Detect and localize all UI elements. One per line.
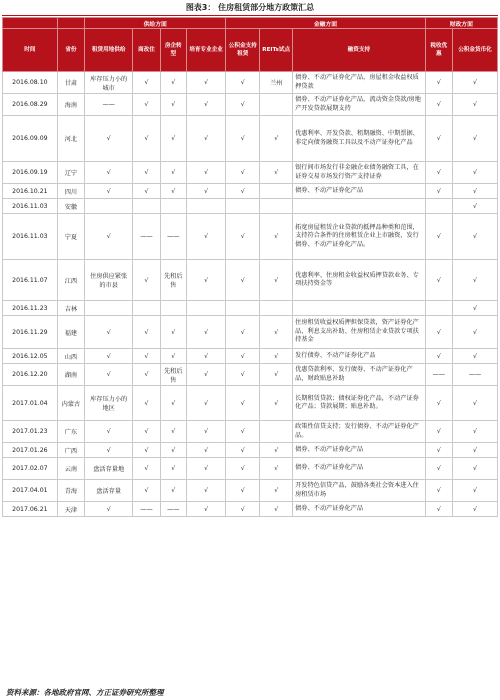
reits-cell: 兰州 xyxy=(260,72,293,94)
table-row xyxy=(3,260,498,301)
financing-cell: 拓宽房屋租赁企业贷款的抵押品种类和范围，支持符合条件的住房租赁企业上市融资，发行债券、不动产证券化产品。 xyxy=(293,214,426,260)
financing-cell xyxy=(293,199,426,214)
transform-cell: √ xyxy=(160,94,186,116)
commercial-cell: √ xyxy=(133,349,160,364)
financing-cell: 优惠利率、开发贷款、租期融资、中期票据、非定向债务融资工具以及不动产证券化产品 xyxy=(293,116,426,162)
table-row xyxy=(3,214,498,260)
column-header-housing-fund: 公积金支持租赁 xyxy=(226,29,260,72)
table-row xyxy=(3,316,498,349)
financing-cell: 长期租赁贷款；债权证券化产品，不动产证券化产品；贷款展期；贴息补助。 xyxy=(293,386,426,421)
land-supply-cell: 盘活存量地 xyxy=(85,458,133,480)
financing-cell: 发行债券、不动产证券化产品 xyxy=(293,349,426,364)
commercial-cell: √ xyxy=(133,94,160,116)
land-supply-cell: √ xyxy=(85,184,133,199)
monetize-cell: √ xyxy=(452,349,497,364)
financing-cell: 债券、不动产证券化产品，房屋租金收益权质押贷款 xyxy=(293,72,426,94)
reits-cell: √ xyxy=(260,316,293,349)
monetize-cell: √ xyxy=(452,72,497,94)
fund-cell: √ xyxy=(226,443,260,458)
tax-cell: √ xyxy=(425,260,452,301)
tax-cell: √ xyxy=(425,443,452,458)
tax-cell xyxy=(425,199,452,214)
land-supply-cell: 盘活存量 xyxy=(85,480,133,502)
monetize-cell: √ xyxy=(452,162,497,184)
reits-cell: √ xyxy=(260,162,293,184)
tax-cell: √ xyxy=(425,349,452,364)
table-row xyxy=(3,72,498,94)
monetize-cell: √ xyxy=(452,386,497,421)
province-cell: 湖南 xyxy=(57,364,84,386)
table-row xyxy=(3,184,498,199)
column-header-cultivate-enterprise: 培育专业企业 xyxy=(186,29,225,72)
tax-cell: √ xyxy=(425,214,452,260)
commercial-cell: √ xyxy=(133,421,160,443)
fund-cell: √ xyxy=(226,116,260,162)
commercial-cell: √ xyxy=(133,316,160,349)
tax-cell: √ xyxy=(425,421,452,443)
transform-cell: √ xyxy=(160,72,186,94)
table-row xyxy=(3,162,498,184)
table-row xyxy=(3,480,498,502)
financing-cell: 住房租赁收益权质押担保贷款，资产证券化产品，利息支出补助、住房租赁企业贷款专项扶持基金 xyxy=(293,316,426,349)
fund-cell: √ xyxy=(226,214,260,260)
column-header-tax: 税收优惠 xyxy=(425,29,452,72)
date-cell: 2016.09.19 xyxy=(3,162,58,184)
table-row xyxy=(3,386,498,421)
fund-cell: √ xyxy=(226,421,260,443)
policy-table xyxy=(2,17,498,517)
fund-cell: √ xyxy=(226,316,260,349)
province-cell: 内蒙古 xyxy=(57,386,84,421)
fund-cell: √ xyxy=(226,162,260,184)
cultivate-cell: √ xyxy=(186,116,225,162)
tax-cell: √ xyxy=(425,94,452,116)
province-cell: 天津 xyxy=(57,502,84,517)
cultivate-cell: √ xyxy=(186,443,225,458)
land-supply-cell: √ xyxy=(85,502,133,517)
table-row xyxy=(3,199,498,214)
cultivate-cell: √ xyxy=(186,502,225,517)
date-cell: 2016.11.23 xyxy=(3,301,58,316)
monetize-cell: √ xyxy=(452,116,497,162)
table-row xyxy=(3,116,498,162)
monetize-cell: √ xyxy=(452,458,497,480)
fund-cell: √ xyxy=(226,502,260,517)
date-cell: 2017.01.26 xyxy=(3,443,58,458)
cultivate-cell: √ xyxy=(186,316,225,349)
date-cell: 2016.12.05 xyxy=(3,349,58,364)
transform-cell: —— xyxy=(160,502,186,517)
cultivate-cell xyxy=(186,199,225,214)
reits-cell: √ xyxy=(260,260,293,301)
province-cell: 江西 xyxy=(57,260,84,301)
financing-cell: 银行间市场发行非金融企业债务融资工具，在证券交易市场发行资产支持证券 xyxy=(293,162,426,184)
financing-cell: 债券、不动产证券化产品 xyxy=(293,458,426,480)
column-header-reits: REITs试点 xyxy=(260,29,293,72)
province-cell: 广西 xyxy=(57,443,84,458)
monetize-cell: √ xyxy=(452,260,497,301)
land-supply-cell: √ xyxy=(85,162,133,184)
cultivate-cell: √ xyxy=(186,458,225,480)
column-header-row xyxy=(3,29,498,72)
group-header-row xyxy=(3,18,498,29)
province-cell: 福建 xyxy=(57,316,84,349)
land-supply-cell: —— xyxy=(85,94,133,116)
tax-cell: √ xyxy=(425,480,452,502)
transform-cell: —— xyxy=(160,214,186,260)
land-supply-cell: √ xyxy=(85,116,133,162)
monetize-cell: √ xyxy=(452,316,497,349)
province-cell: 青海 xyxy=(57,480,84,502)
financing-cell: 政策性信贷支持；发行债券、不动产证券化产品。 xyxy=(293,421,426,443)
province-cell: 甘肃 xyxy=(57,72,84,94)
date-cell: 2017.06.21 xyxy=(3,502,58,517)
monetize-cell: √ xyxy=(452,421,497,443)
date-cell: 2016.08.10 xyxy=(3,72,58,94)
monetize-cell: √ xyxy=(452,94,497,116)
cultivate-cell: √ xyxy=(186,421,225,443)
commercial-cell: √ xyxy=(133,260,160,301)
transform-cell: √ xyxy=(160,184,186,199)
transform-cell: √ xyxy=(160,116,186,162)
province-cell: 四川 xyxy=(57,184,84,199)
table-row xyxy=(3,421,498,443)
date-cell: 2017.04.01 xyxy=(3,480,58,502)
commercial-cell: √ xyxy=(133,116,160,162)
cultivate-cell xyxy=(186,301,225,316)
reits-cell xyxy=(260,301,293,316)
fund-cell xyxy=(226,301,260,316)
fund-cell: √ xyxy=(226,94,260,116)
reits-cell: √ xyxy=(260,386,293,421)
group-header-supply: 供给方面 xyxy=(85,18,226,29)
land-supply-cell: 住房供应紧张的市县 xyxy=(85,260,133,301)
fund-cell: √ xyxy=(226,458,260,480)
date-cell: 2016.08.29 xyxy=(3,94,58,116)
monetize-cell: —— xyxy=(452,364,497,386)
transform-cell xyxy=(160,199,186,214)
land-supply-cell: √ xyxy=(85,214,133,260)
date-cell: 2016.12.20 xyxy=(3,364,58,386)
fund-cell: √ xyxy=(226,349,260,364)
reits-cell: √ xyxy=(260,458,293,480)
tax-cell: √ xyxy=(425,458,452,480)
financing-cell: 债券、不动产证券化产品，流动资金贷款/房地产开发贷款展期支持 xyxy=(293,94,426,116)
province-cell: 宁夏 xyxy=(57,214,84,260)
commercial-cell: √ xyxy=(133,364,160,386)
column-header-fund-monetize: 公积金货币化 xyxy=(452,29,497,72)
fund-cell: √ xyxy=(226,386,260,421)
transform-cell: √ xyxy=(160,443,186,458)
cultivate-cell: √ xyxy=(186,184,225,199)
date-cell: 2016.11.03 xyxy=(3,199,58,214)
transform-cell: √ xyxy=(160,349,186,364)
monetize-cell: √ xyxy=(452,301,497,316)
land-supply-cell xyxy=(85,301,133,316)
cultivate-cell: √ xyxy=(186,94,225,116)
commercial-cell: √ xyxy=(133,72,160,94)
group-header-blank xyxy=(3,18,58,29)
column-header-land-supply: 租赁用地供给 xyxy=(85,29,133,72)
date-cell: 2016.10.21 xyxy=(3,184,58,199)
land-supply-cell: 库存压力小的城市 xyxy=(85,72,133,94)
land-supply-cell: √ xyxy=(85,316,133,349)
land-supply-cell: √ xyxy=(85,349,133,364)
fund-cell: √ xyxy=(226,72,260,94)
date-cell: 2017.01.04 xyxy=(3,386,58,421)
transform-cell: 先租后售 xyxy=(160,260,186,301)
monetize-cell: √ xyxy=(452,502,497,517)
reits-cell: √ xyxy=(260,502,293,517)
commercial-cell: √ xyxy=(133,386,160,421)
tax-cell: √ xyxy=(425,502,452,517)
reits-cell xyxy=(260,199,293,214)
land-supply-cell: √ xyxy=(85,443,133,458)
commercial-cell: √ xyxy=(133,458,160,480)
column-header-date: 时间 xyxy=(3,29,58,72)
financing-cell: 优惠利率、住房租金收益权质押贷款业务、专项扶持资金等 xyxy=(293,260,426,301)
province-cell: 河北 xyxy=(57,116,84,162)
commercial-cell xyxy=(133,301,160,316)
monetize-cell: √ xyxy=(452,480,497,502)
table-row xyxy=(3,443,498,458)
cultivate-cell: √ xyxy=(186,480,225,502)
monetize-cell: √ xyxy=(452,443,497,458)
province-cell: 辽宁 xyxy=(57,162,84,184)
financing-cell: 债券、不动产证券化产品 xyxy=(293,184,426,199)
cultivate-cell: √ xyxy=(186,72,225,94)
cultivate-cell: √ xyxy=(186,260,225,301)
commercial-cell: √ xyxy=(133,184,160,199)
table-row xyxy=(3,349,498,364)
column-header-commercial-to-residential: 商改住 xyxy=(133,29,160,72)
land-supply-cell: √ xyxy=(85,421,133,443)
tax-cell: —— xyxy=(425,364,452,386)
land-supply-cell xyxy=(85,199,133,214)
fund-cell: √ xyxy=(226,364,260,386)
transform-cell: √ xyxy=(160,162,186,184)
tax-cell: √ xyxy=(425,72,452,94)
financing-cell: 开发特色信贷产品，鼓励各类社会资本进入住房租赁市场 xyxy=(293,480,426,502)
fund-cell: √ xyxy=(226,260,260,301)
fund-cell: √ xyxy=(226,184,260,199)
group-header-fiscal: 财政方面 xyxy=(425,18,497,29)
province-cell: 广东 xyxy=(57,421,84,443)
date-cell: 2016.11.07 xyxy=(3,260,58,301)
transform-cell xyxy=(160,301,186,316)
monetize-cell: √ xyxy=(452,184,497,199)
commercial-cell: √ xyxy=(133,162,160,184)
tax-cell: √ xyxy=(425,184,452,199)
table-body xyxy=(3,72,498,517)
financing-cell: 优惠贷款利率、发行债券、不动产证券化产品，财政贴息补助 xyxy=(293,364,426,386)
table-row xyxy=(3,364,498,386)
cultivate-cell: √ xyxy=(186,386,225,421)
table-row xyxy=(3,458,498,480)
fund-cell: √ xyxy=(226,480,260,502)
reits-cell: √ xyxy=(260,349,293,364)
transform-cell: √ xyxy=(160,458,186,480)
province-cell: 海南 xyxy=(57,94,84,116)
table-row xyxy=(3,94,498,116)
reits-cell: √ xyxy=(260,443,293,458)
reits-cell: √ xyxy=(260,364,293,386)
reits-cell xyxy=(260,421,293,443)
date-cell: 2016.09.09 xyxy=(3,116,58,162)
date-cell: 2016.11.29 xyxy=(3,316,58,349)
column-header-province: 省份 xyxy=(57,29,84,72)
reits-cell xyxy=(260,94,293,116)
date-cell: 2016.11.03 xyxy=(3,214,58,260)
province-cell: 云南 xyxy=(57,458,84,480)
land-supply-cell: √ xyxy=(85,364,133,386)
date-cell: 2017.01.23 xyxy=(3,421,58,443)
date-cell: 2017.02.07 xyxy=(3,458,58,480)
land-supply-cell: 库存压力小的地区 xyxy=(85,386,133,421)
group-header-blank xyxy=(57,18,84,29)
commercial-cell: —— xyxy=(133,214,160,260)
source-note: 资料来源：各地政府官网、方正证券研究所整理 xyxy=(6,688,164,697)
financing-cell xyxy=(293,301,426,316)
commercial-cell: √ xyxy=(133,480,160,502)
column-header-developer-transform: 房企转型 xyxy=(160,29,186,72)
province-cell: 吉林 xyxy=(57,301,84,316)
commercial-cell: √ xyxy=(133,443,160,458)
cultivate-cell: √ xyxy=(186,162,225,184)
group-header-finance: 金融方面 xyxy=(226,18,425,29)
cultivate-cell: √ xyxy=(186,214,225,260)
commercial-cell xyxy=(133,199,160,214)
table-header xyxy=(3,18,498,72)
tax-cell: √ xyxy=(425,386,452,421)
commercial-cell: —— xyxy=(133,502,160,517)
fund-cell xyxy=(226,199,260,214)
cultivate-cell: √ xyxy=(186,364,225,386)
financing-cell: 债券、不动产证券化产品 xyxy=(293,502,426,517)
transform-cell: √ xyxy=(160,480,186,502)
monetize-cell: √ xyxy=(452,214,497,260)
transform-cell: √ xyxy=(160,421,186,443)
transform-cell: √ xyxy=(160,316,186,349)
transform-cell: √ xyxy=(160,386,186,421)
cultivate-cell: √ xyxy=(186,349,225,364)
financing-cell: 债券、不动产证券化产品 xyxy=(293,443,426,458)
province-cell: 安徽 xyxy=(57,199,84,214)
reits-cell xyxy=(260,184,293,199)
tax-cell xyxy=(425,301,452,316)
table-row xyxy=(3,301,498,316)
table-row xyxy=(3,502,498,517)
tax-cell: √ xyxy=(425,162,452,184)
reits-cell: √ xyxy=(260,214,293,260)
tax-cell: √ xyxy=(425,316,452,349)
province-cell: 山西 xyxy=(57,349,84,364)
table-title: 图表3： 住房租赁部分地方政策汇总 xyxy=(2,0,498,16)
transform-cell: 先租后售 xyxy=(160,364,186,386)
column-header-financing: 融资支持 xyxy=(293,29,426,72)
reits-cell: √ xyxy=(260,116,293,162)
monetize-cell: √ xyxy=(452,199,497,214)
reits-cell: √ xyxy=(260,480,293,502)
tax-cell: √ xyxy=(425,116,452,162)
